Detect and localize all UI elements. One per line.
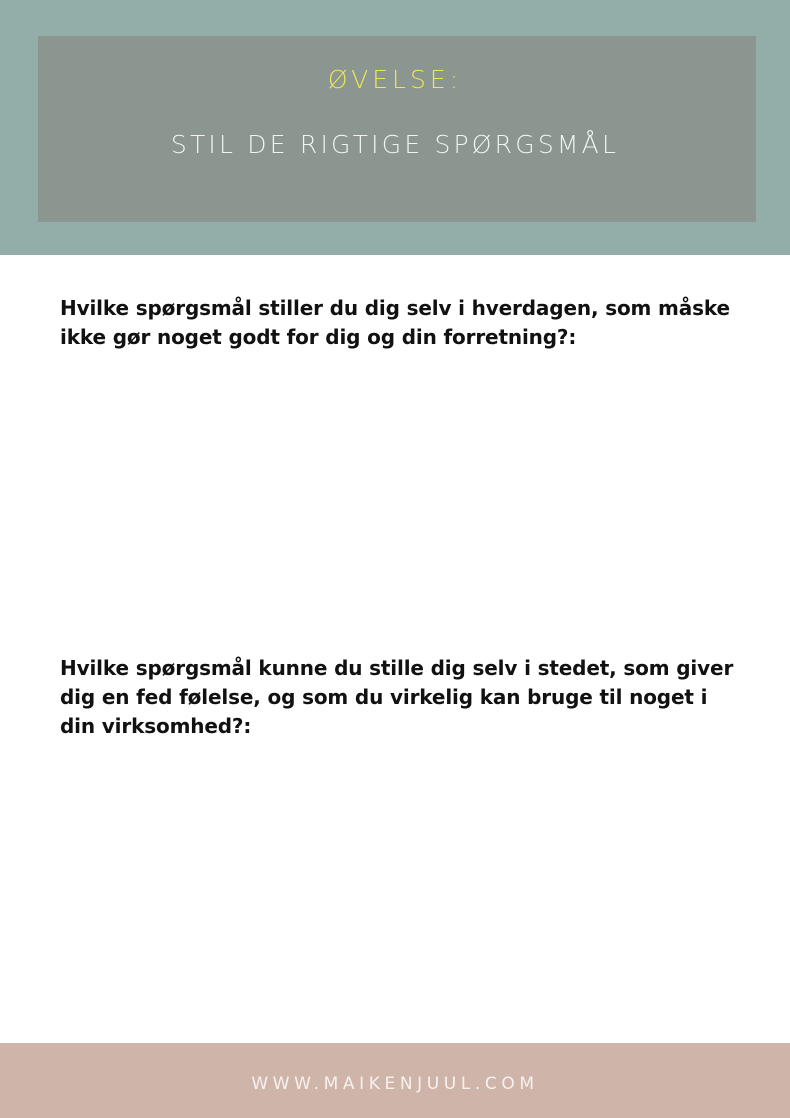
exercise-label: ØVELSE: <box>327 65 463 94</box>
question-2: Hvilke spørgsmål kunne du stille dig selv i stedet, som giver dig en fed følelse, og som du virkelig kan bruge til noget i din virksomhed?: <box>60 656 734 738</box>
question-1: Hvilke spørgsmål stiller du dig selv i hverdagen, som måske ikke gør noget godt for dig og din forretning?: <box>60 296 730 349</box>
answer-area-1[interactable] <box>60 362 730 632</box>
footer-website-link[interactable]: WWW.MAIKENJUUL.COM <box>251 1074 539 1094</box>
answer-area-2[interactable] <box>60 750 730 1020</box>
page-title: STIL DE RIGTIGE SPØRGSMÅL <box>170 130 620 159</box>
